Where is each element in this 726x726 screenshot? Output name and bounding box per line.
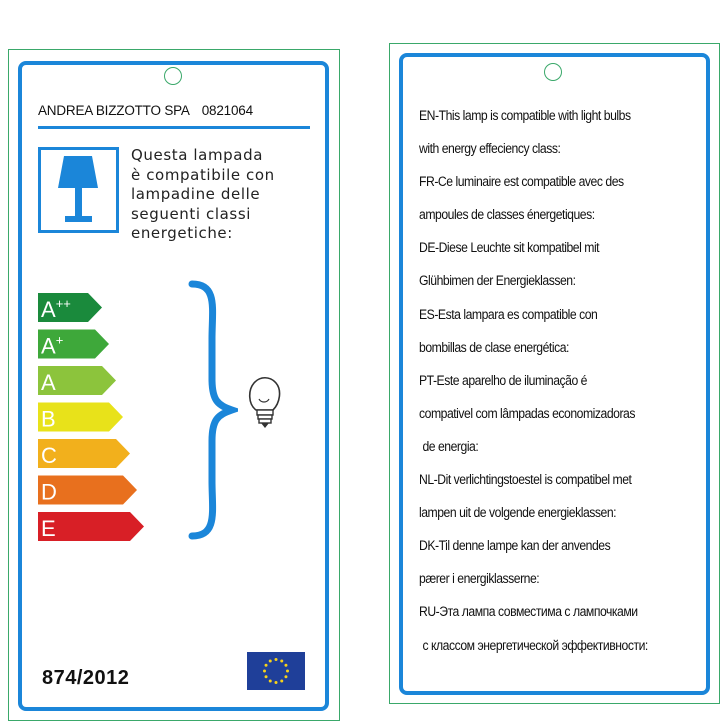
energy-class-letter: D bbox=[41, 479, 57, 505]
text-line: bombillas de clase energética: bbox=[419, 339, 569, 356]
curly-brace bbox=[188, 279, 238, 541]
eu-flag-star bbox=[265, 675, 268, 678]
eu-flag-star bbox=[269, 679, 272, 682]
text-line: pærer i energiklasserne: bbox=[419, 571, 540, 588]
product-code: 0821064 bbox=[201, 103, 253, 118]
energy-class-c bbox=[38, 439, 130, 468]
text-line: de energia: bbox=[422, 438, 479, 455]
eu-flag-star bbox=[263, 670, 266, 673]
company-name: ANDREA BIZZOTTO SPA bbox=[38, 103, 190, 118]
lamp-icon-box bbox=[38, 147, 119, 233]
text-line: compativel com lâmpadas economizadoras bbox=[419, 405, 636, 422]
text-line: с классом энергетической эффективности: bbox=[422, 637, 648, 654]
energy-class-scale bbox=[38, 293, 168, 553]
text-line: Glühbimen der Energieklassen: bbox=[419, 273, 576, 290]
energy-class-b bbox=[38, 403, 123, 432]
eu-flag-star bbox=[269, 660, 272, 663]
energy-class-e bbox=[38, 512, 144, 541]
eu-flag-star bbox=[284, 675, 287, 678]
text-line: DK-Til denne lampe kan der anvendes bbox=[419, 538, 611, 555]
text-line: EN-This lamp is compatible with light bulbs bbox=[419, 108, 631, 124]
table-lamp-icon bbox=[41, 150, 116, 230]
multilingual-text bbox=[419, 104, 709, 667]
header-rule bbox=[38, 126, 310, 129]
text-line: lampen uit de volgende energieklassen: bbox=[419, 505, 617, 522]
energy-class-d bbox=[38, 476, 137, 505]
text-line: PT-Este aparelho de iluminação é bbox=[419, 372, 587, 389]
eu-flag-star bbox=[275, 681, 278, 684]
energy-class-letter: A bbox=[41, 370, 56, 395]
eu-flag-star bbox=[280, 679, 283, 682]
manufacturer-line bbox=[38, 103, 253, 118]
eu-flag-star bbox=[286, 670, 289, 673]
text-line: ES-Esta lampara es compatible con bbox=[419, 306, 598, 323]
text-line: FR-Ce luminaire est compatible avec des bbox=[419, 174, 624, 191]
energy-class-a bbox=[38, 366, 116, 395]
energy-class-letter: A++ bbox=[41, 296, 71, 322]
eu-flag-star bbox=[284, 664, 287, 667]
eu-flag-star bbox=[280, 660, 283, 663]
text-line: DE-Diese Leuchte sit kompatibel mit bbox=[419, 240, 600, 257]
right-hang-hole bbox=[544, 63, 562, 81]
text-line: with energy effeciency class: bbox=[419, 141, 561, 158]
compatibility-statement: Questa lampada è compatibile con lampadine delle seguenti classi energetiche: bbox=[131, 146, 275, 242]
energy-class-letter: A+ bbox=[41, 332, 64, 359]
text-line: RU-Эта лампа совместима с лампочками bbox=[419, 604, 638, 621]
text-line: ampoules de classes énergetiques: bbox=[419, 207, 595, 224]
regulation-number: 874/2012 bbox=[42, 667, 130, 689]
light-bulb-icon bbox=[244, 372, 284, 438]
energy-class-a-plus-plus bbox=[38, 293, 102, 322]
left-hang-hole bbox=[164, 67, 182, 85]
energy-class-letter: B bbox=[41, 406, 56, 432]
energy-class-letter: C bbox=[41, 443, 57, 468]
energy-class-letter: E bbox=[41, 516, 56, 541]
eu-flag-star bbox=[275, 658, 278, 661]
eu-flag-star bbox=[265, 664, 268, 667]
energy-class-a-plus bbox=[38, 330, 109, 359]
eu-flag-icon bbox=[247, 652, 305, 690]
text-line: NL-Dit verlichtingstoestel is compatibel met bbox=[419, 472, 632, 489]
